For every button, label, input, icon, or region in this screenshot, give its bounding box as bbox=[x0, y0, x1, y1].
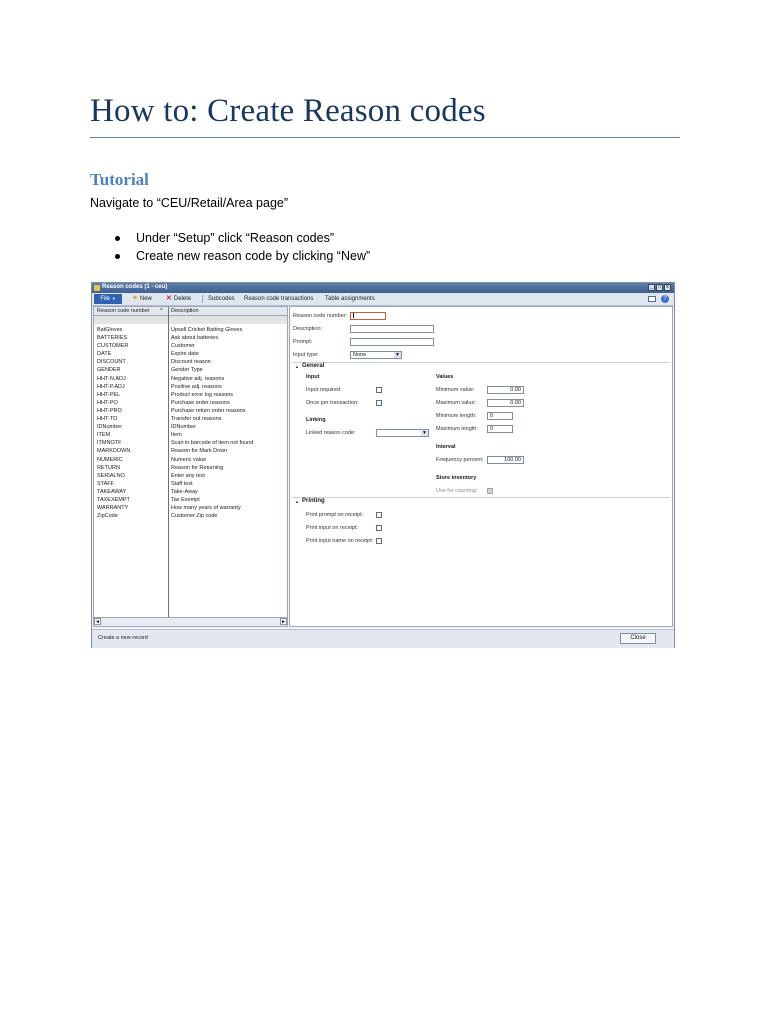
once-per-transaction-checkbox[interactable] bbox=[376, 400, 382, 406]
close-window-button[interactable]: x bbox=[664, 284, 671, 291]
reason-code-cell: BATTERIES bbox=[97, 335, 128, 342]
table-row[interactable] bbox=[94, 350, 287, 358]
help-icon[interactable]: ? bbox=[661, 295, 669, 303]
status-text: Create a new record bbox=[98, 635, 148, 641]
table-row[interactable] bbox=[94, 504, 287, 512]
linked-reason-code-select[interactable] bbox=[376, 429, 429, 437]
maximum-length-label: Maximum length: bbox=[436, 426, 478, 432]
column-header-reason-code[interactable]: Reason code number bbox=[97, 308, 150, 314]
use-for-counting-checkbox[interactable] bbox=[487, 488, 493, 494]
prompt-label: Prompt: bbox=[293, 339, 313, 345]
table-row[interactable] bbox=[94, 415, 287, 423]
subcodes-button[interactable]: Subcodes bbox=[208, 296, 235, 302]
values-group-title: Values bbox=[436, 374, 454, 380]
print-input-label: Print input on receipt: bbox=[306, 525, 358, 531]
horizontal-scrollbar[interactable] bbox=[94, 617, 287, 626]
page-title: How to: Create Reason codes bbox=[90, 93, 486, 129]
table-assignments-button[interactable]: Table assignments bbox=[325, 296, 375, 302]
reason-code-cell: CUSTOMER bbox=[97, 343, 129, 350]
table-row[interactable] bbox=[94, 512, 287, 520]
bullet-dot-icon bbox=[115, 254, 120, 259]
general-fasttab[interactable]: General bbox=[302, 363, 325, 369]
description-cell: Purchase return order reasons bbox=[171, 407, 246, 414]
chevron-down-icon[interactable]: ▼ bbox=[395, 352, 400, 358]
reason-code-cell: HHT-PEL bbox=[97, 391, 121, 398]
reason-code-cell: RETURN bbox=[97, 464, 120, 471]
delete-x-icon: ✕ bbox=[166, 295, 172, 302]
description-cell: Numeric value bbox=[171, 456, 207, 463]
table-row[interactable] bbox=[94, 375, 287, 383]
text-cursor bbox=[353, 313, 354, 318]
section-heading: Tutorial bbox=[90, 170, 149, 189]
table-row[interactable] bbox=[94, 334, 287, 342]
file-button-label: File bbox=[100, 296, 111, 302]
reason-code-cell: ZipCode bbox=[97, 513, 118, 520]
printing-divider bbox=[292, 497, 670, 498]
minimum-length-input[interactable]: 0 bbox=[487, 412, 513, 420]
grid-body bbox=[94, 326, 287, 520]
maximum-value-input[interactable]: 0.00 bbox=[487, 399, 524, 407]
maximum-value-label: Maximum value: bbox=[436, 400, 477, 406]
table-row[interactable] bbox=[94, 358, 287, 366]
reason-code-cell: SERIALNO. bbox=[97, 472, 127, 479]
new-star-icon: ✷ bbox=[132, 295, 138, 302]
bullet-item bbox=[112, 247, 370, 265]
reason-code-number-input[interactable] bbox=[350, 312, 386, 320]
reason-code-cell: DATE bbox=[97, 351, 112, 358]
once-per-transaction-label: Once per transaction: bbox=[306, 400, 359, 406]
table-row[interactable] bbox=[94, 496, 287, 504]
table-row[interactable] bbox=[94, 391, 287, 399]
app-icon bbox=[94, 285, 100, 291]
description-cell: Product error log reasons bbox=[171, 391, 234, 398]
description-cell: Customer Zip code bbox=[171, 513, 218, 520]
reason-codes-window bbox=[91, 282, 675, 648]
window-titlebar bbox=[92, 283, 674, 293]
store-inventory-group-title: Store inventory bbox=[436, 475, 477, 481]
grid-new-row[interactable] bbox=[94, 316, 287, 324]
print-input-name-label: Print input name on receipt: bbox=[306, 538, 374, 544]
description-cell: Enter any text bbox=[171, 472, 205, 479]
bullet-text: Under “Setup” click “Reason codes” bbox=[136, 231, 334, 245]
close-button[interactable]: Close bbox=[620, 633, 656, 644]
description-cell: Discount reason bbox=[171, 359, 211, 366]
table-row[interactable] bbox=[94, 439, 287, 447]
table-row[interactable] bbox=[94, 464, 287, 472]
delete-button-label: Delete bbox=[173, 296, 192, 302]
table-row[interactable] bbox=[94, 366, 287, 374]
print-prompt-label: Print prompt on receipt: bbox=[306, 512, 364, 518]
description-cell: Negative adj. reasons bbox=[171, 375, 225, 382]
interval-group-title: Interval bbox=[436, 444, 456, 450]
reason-code-cell: HHT-PO bbox=[97, 399, 118, 406]
table-row[interactable] bbox=[94, 431, 287, 439]
description-cell: Item bbox=[171, 432, 182, 439]
table-row[interactable] bbox=[94, 456, 287, 464]
step-text: Navigate to “CEU/Retail/Area page” bbox=[90, 196, 289, 210]
description-cell: Staff test bbox=[171, 480, 193, 487]
scroll-right-icon[interactable]: ► bbox=[281, 619, 286, 625]
general-divider bbox=[292, 362, 670, 363]
table-row[interactable] bbox=[94, 399, 287, 407]
linked-reason-code-label: Linked reason code: bbox=[306, 430, 356, 436]
grid-header bbox=[94, 307, 287, 316]
toolbar-separator bbox=[202, 295, 203, 303]
sort-icon: ^ bbox=[160, 308, 163, 314]
description-cell: Purchase order reasons bbox=[171, 399, 230, 406]
input-type-value: None bbox=[353, 352, 367, 358]
file-button[interactable] bbox=[94, 294, 122, 304]
window-title: Reason codes (1 - ceu) bbox=[102, 284, 168, 290]
column-header-description[interactable]: Description bbox=[171, 308, 199, 314]
reason-code-cell: ITMNOTF bbox=[97, 440, 122, 447]
input-group-title: Input bbox=[306, 374, 320, 380]
frequency-percent-label: Frequency percent: bbox=[436, 457, 484, 463]
input-required-label: Input required: bbox=[306, 387, 342, 393]
description-cell: Customer bbox=[171, 343, 195, 350]
description-cell: Expire date bbox=[171, 351, 199, 358]
action-pane bbox=[92, 293, 674, 306]
delete-button[interactable] bbox=[166, 294, 191, 304]
reason-code-cell: HHT-P.ADJ bbox=[97, 383, 125, 390]
table-row[interactable] bbox=[94, 423, 287, 431]
file-caret-icon: ▼ bbox=[111, 296, 116, 301]
print-input-name-checkbox[interactable] bbox=[376, 538, 382, 544]
table-row[interactable] bbox=[94, 488, 287, 496]
reason-code-number-label: Reason code number: bbox=[293, 313, 348, 319]
input-type-label: Input type: bbox=[293, 352, 319, 358]
reason-code-cell: TAKEAWAY bbox=[97, 488, 127, 495]
reason-code-cell: DISCOUNT bbox=[97, 359, 126, 366]
description-cell: Tax Exempt bbox=[171, 496, 200, 503]
table-row[interactable] bbox=[94, 383, 287, 391]
description-cell: How many years of warranty bbox=[171, 505, 241, 512]
reason-code-cell: BatGloves bbox=[97, 327, 123, 333]
description-cell: Reason for Returning bbox=[171, 464, 224, 471]
description-label: Description: bbox=[293, 326, 323, 332]
minimize-button[interactable]: _ bbox=[648, 284, 655, 291]
reason-code-cell: HHT-N.ADJ bbox=[97, 375, 126, 382]
minimum-length-label: Minimum length: bbox=[436, 413, 477, 419]
description-cell: IDNumber bbox=[171, 424, 197, 431]
reason-code-cell: HHT-PRO bbox=[97, 407, 122, 414]
bullet-item bbox=[112, 229, 370, 247]
description-cell: Transfer out reasons bbox=[171, 416, 222, 423]
description-cell: Gender Type bbox=[171, 367, 203, 374]
reason-code-cell: TAXEXEMPT bbox=[97, 496, 130, 503]
table-row[interactable] bbox=[94, 342, 287, 350]
minimum-value-label: Minimum value: bbox=[436, 387, 475, 393]
print-input-checkbox[interactable] bbox=[376, 525, 382, 531]
description-cell: Ask about batteries bbox=[171, 335, 219, 342]
bullet-list bbox=[112, 229, 370, 265]
description-cell: Scan in barcode of item not found bbox=[171, 440, 254, 447]
table-row[interactable] bbox=[94, 407, 287, 415]
prompt-input[interactable] bbox=[350, 338, 434, 346]
print-prompt-checkbox[interactable] bbox=[376, 512, 382, 518]
table-row[interactable] bbox=[94, 447, 287, 455]
description-cell: Take-Away bbox=[171, 488, 198, 495]
minimum-value-input[interactable]: 0.00 bbox=[487, 386, 524, 394]
bullet-dot-icon bbox=[115, 236, 120, 241]
chevron-down-icon[interactable]: ▼ bbox=[422, 430, 427, 436]
table-row[interactable] bbox=[94, 326, 287, 334]
printing-fasttab[interactable]: Printing bbox=[302, 498, 325, 504]
reason-codes-grid bbox=[93, 306, 288, 627]
table-row[interactable] bbox=[94, 472, 287, 480]
description-cell: Positive adj. reasons bbox=[171, 383, 222, 390]
reason-code-cell: NUMERIC bbox=[97, 456, 123, 463]
reason-code-cell: GENDER bbox=[97, 367, 121, 374]
input-required-checkbox[interactable] bbox=[376, 387, 382, 393]
reason-code-cell: WARRANTY bbox=[97, 505, 129, 512]
maximize-button[interactable]: □ bbox=[657, 284, 662, 290]
status-bar bbox=[92, 629, 674, 648]
reason-code-cell: STAFF bbox=[97, 480, 115, 487]
description-cell: Upsell Cricket Batting Gloves bbox=[171, 327, 243, 333]
scroll-left-icon[interactable]: ◄ bbox=[95, 619, 100, 625]
reason-code-cell: MARKDOWN bbox=[97, 448, 131, 455]
description-input[interactable] bbox=[350, 325, 434, 333]
description-cell: Reason for Mark Down bbox=[171, 448, 228, 455]
reason-code-cell: HHT-TO bbox=[97, 416, 118, 423]
transactions-button[interactable]: Reason code transactions bbox=[244, 296, 314, 302]
new-button-label: New bbox=[139, 296, 152, 302]
detail-form bbox=[289, 306, 673, 627]
new-button[interactable] bbox=[132, 294, 152, 304]
table-row[interactable] bbox=[94, 480, 287, 488]
view-icon[interactable] bbox=[648, 296, 656, 302]
title-rule bbox=[90, 137, 680, 138]
reason-code-cell: IDNumber bbox=[97, 424, 123, 431]
maximum-length-input[interactable]: 0 bbox=[487, 425, 513, 433]
reason-code-cell: ITEM bbox=[97, 432, 111, 439]
input-type-select[interactable] bbox=[350, 351, 402, 359]
bullet-text: Create new reason code by clicking “New” bbox=[136, 249, 371, 263]
use-for-counting-label: Use for counting: bbox=[436, 488, 478, 494]
frequency-percent-input[interactable]: 100.00 bbox=[487, 456, 524, 464]
linking-group-title: Linking bbox=[306, 417, 326, 423]
expand-general-icon[interactable]: ▲ bbox=[295, 364, 299, 369]
expand-printing-icon[interactable]: ▲ bbox=[295, 499, 299, 504]
